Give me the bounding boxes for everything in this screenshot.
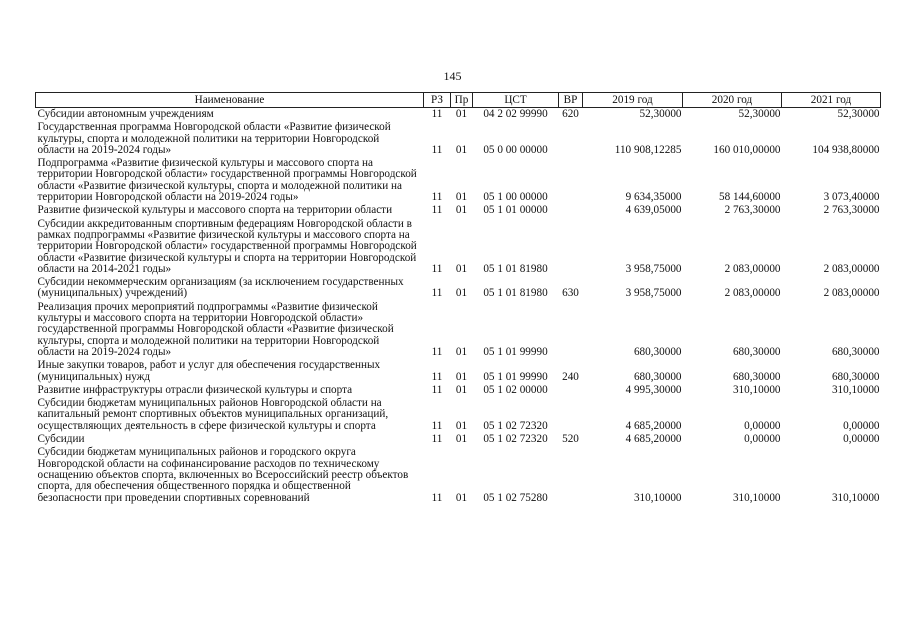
- row-2021: 0,00000: [843, 419, 880, 432]
- header-pr: Пр: [451, 93, 473, 108]
- row-2020: 58 144,60000: [718, 191, 781, 204]
- row-vr: [559, 121, 583, 157]
- row-vr: [559, 218, 583, 276]
- header-name: Наименование: [36, 93, 424, 108]
- row-rz: 11: [431, 383, 443, 396]
- row-pr: 01: [455, 383, 468, 396]
- row-name: Субсидии бюджетам муниципальных районов Новгородской области на капитальный ремонт спортивных объектов муниципальных организаций, осуществляющих деятельность в сфере физической культуры и спорта: [37, 397, 389, 432]
- table-row: [36, 433, 881, 446]
- row-name: Субсидии бюджетам муниципальных районов и городского округа Новгородской области на софинансирование расходов по техническому оснащению объектов спорта, включенных во Всероссийский реестр объектов спорта, для обеспечения общественного порядка и общественной безопасности при проведении спортивных соревнований: [37, 446, 409, 504]
- row-pr: 01: [455, 287, 468, 300]
- table-row: [36, 359, 881, 384]
- row-2021: 310,10000: [831, 383, 880, 396]
- row-cst: 05 1 01 81980: [483, 262, 548, 275]
- row-rz: 11: [431, 143, 443, 156]
- row-2021: 680,30000: [831, 345, 880, 358]
- row-cst: 05 1 02 00000: [483, 383, 548, 396]
- row-rz: 11: [431, 262, 443, 275]
- row-2020: 0,00000: [744, 433, 781, 446]
- table-row: [36, 276, 881, 301]
- table-header-row: [36, 93, 881, 108]
- table-row: [36, 204, 881, 217]
- row-name: Субсидии некоммерческим организациям (за исключением государственных (муниципальных) учреждений): [37, 276, 404, 300]
- row-2019: 310,10000: [633, 491, 682, 504]
- row-vr: [559, 397, 583, 433]
- row-2021: 680,30000: [831, 370, 880, 383]
- header-2020: 2020 год: [683, 93, 782, 108]
- row-2019: 9 634,35000: [625, 191, 682, 204]
- header-2019: 2019 год: [583, 93, 683, 108]
- row-2019: 4 639,05000: [625, 204, 682, 217]
- row-name: Реализация прочих мероприятий подпрограммы «Развитие физической культуры и массового спорта на территории Новгородской области» государственной программы Новгородской области «Развитие физической культуры, спорта и молодежной политики на территории Новгородской области на 2019-2024 годы»: [37, 300, 394, 358]
- row-name: Иные закупки товаров, работ и услуг для обеспечения государственных (муниципальных) нужд: [37, 359, 381, 383]
- row-name: Субсидии: [37, 433, 85, 446]
- row-cst: 05 1 01 99990: [483, 345, 548, 358]
- table-row: [36, 446, 881, 504]
- row-vr: [559, 157, 583, 204]
- row-2019: 110 908,12285: [614, 143, 682, 156]
- row-2020: 160 010,00000: [713, 143, 781, 156]
- row-cst: 05 1 01 00000: [483, 204, 548, 217]
- row-2019: 3 958,75000: [625, 262, 682, 275]
- header-cst: ЦСТ: [473, 93, 559, 108]
- row-rz: 11: [431, 204, 443, 217]
- row-rz: 11: [431, 491, 443, 504]
- row-vr: [559, 446, 583, 504]
- row-cst: 05 0 00 00000: [483, 143, 548, 156]
- row-vr: 520: [562, 433, 579, 446]
- header-2021: 2021 год: [782, 93, 881, 108]
- row-2021: 2 763,30000: [823, 204, 880, 217]
- row-2021: 52,30000: [837, 108, 880, 120]
- row-2021: 310,10000: [831, 491, 880, 504]
- row-cst: 05 1 02 72320: [483, 433, 548, 446]
- row-2021: 3 073,40000: [823, 191, 880, 204]
- row-2020: 2 763,30000: [724, 204, 781, 217]
- row-vr: [559, 204, 583, 217]
- row-cst: 05 1 02 75280: [483, 491, 548, 504]
- row-2019: 4 685,20000: [625, 433, 682, 446]
- row-2020: 680,30000: [732, 345, 781, 358]
- row-name: Субсидии автономным учреждениям: [37, 108, 214, 120]
- row-2020: 2 083,00000: [724, 262, 781, 275]
- table-row: [36, 157, 881, 204]
- row-2021: 2 083,00000: [823, 287, 880, 300]
- table-row: [36, 301, 881, 359]
- page-number: 145: [443, 69, 462, 83]
- row-vr: 240: [562, 370, 579, 383]
- row-2020: 52,30000: [738, 108, 781, 120]
- row-2019: 680,30000: [633, 370, 682, 383]
- row-2019: 4 685,20000: [625, 419, 682, 432]
- row-pr: 01: [455, 419, 468, 432]
- row-name: Государственная программа Новгородской области «Развитие физической культуры, спорта и молодежной политики на территории Новгородской области на 2019-2024 годы»: [37, 121, 391, 156]
- row-rz: 11: [431, 345, 443, 358]
- table-row: [36, 384, 881, 397]
- row-rz: 11: [431, 287, 443, 300]
- row-pr: 01: [455, 143, 468, 156]
- row-rz: 11: [431, 108, 443, 120]
- row-2020: 0,00000: [744, 419, 781, 432]
- row-2019: 4 995,30000: [625, 383, 682, 396]
- row-2020: 310,10000: [732, 383, 781, 396]
- row-name: Развитие физической культуры и массового спорта на территории области: [37, 204, 393, 217]
- row-vr: [559, 384, 583, 397]
- row-rz: 11: [431, 433, 443, 446]
- table-row: [36, 121, 881, 157]
- row-cst: 05 1 01 81980: [483, 287, 548, 300]
- table-row: [36, 108, 881, 122]
- header-rz: РЗ: [424, 93, 451, 108]
- row-name: Подпрограмма «Развитие физической культуры и массового спорта на территории Новгородской области» государственной программы Новгородской области «Развитие физической культуры, спорта и молодежной политики на территории Новгородской области на 2019-2024 годы»: [37, 157, 417, 204]
- budget-table: [35, 92, 881, 505]
- row-rz: 11: [431, 191, 443, 204]
- row-rz: 11: [431, 370, 443, 383]
- row-vr: [559, 301, 583, 359]
- row-vr: 630: [562, 287, 579, 300]
- row-cst: 05 1 02 72320: [483, 419, 548, 432]
- row-pr: 01: [455, 433, 468, 446]
- row-cst: 05 1 01 99990: [483, 370, 548, 383]
- row-2021: 0,00000: [843, 433, 880, 446]
- row-vr: 620: [562, 108, 579, 120]
- row-name: Субсидии аккредитованным спортивным федерациям Новгородской области в рамках подпрограммы «Развитие физической культуры и массового спорта на территории Новгородской области» государственной программы Новгородской области «Развитие физической культуры и спорта на территории Новгородской области на 2014-2021 годы»: [37, 217, 417, 275]
- row-pr: 01: [455, 370, 468, 383]
- row-pr: 01: [455, 191, 468, 204]
- row-2020: 310,10000: [732, 491, 781, 504]
- row-2019: 680,30000: [633, 345, 682, 358]
- row-2021: 104 938,80000: [812, 143, 880, 156]
- header-vr: ВР: [559, 93, 583, 108]
- row-2021: 2 083,00000: [823, 262, 880, 275]
- row-2019: 52,30000: [639, 108, 682, 120]
- row-name: Развитие инфраструктуры отрасли физической культуры и спорта: [37, 383, 353, 396]
- row-rz: 11: [431, 419, 443, 432]
- row-pr: 01: [455, 204, 468, 217]
- row-2020: 680,30000: [732, 370, 781, 383]
- row-cst: 04 2 02 99990: [483, 108, 548, 120]
- row-2019: 3 958,75000: [625, 287, 682, 300]
- table-row: [36, 218, 881, 276]
- row-cst: 05 1 00 00000: [483, 191, 548, 204]
- row-pr: 01: [455, 491, 468, 504]
- row-pr: 01: [455, 345, 468, 358]
- table-row: [36, 397, 881, 433]
- row-2020: 2 083,00000: [724, 287, 781, 300]
- row-pr: 01: [455, 262, 468, 275]
- row-pr: 01: [455, 108, 468, 120]
